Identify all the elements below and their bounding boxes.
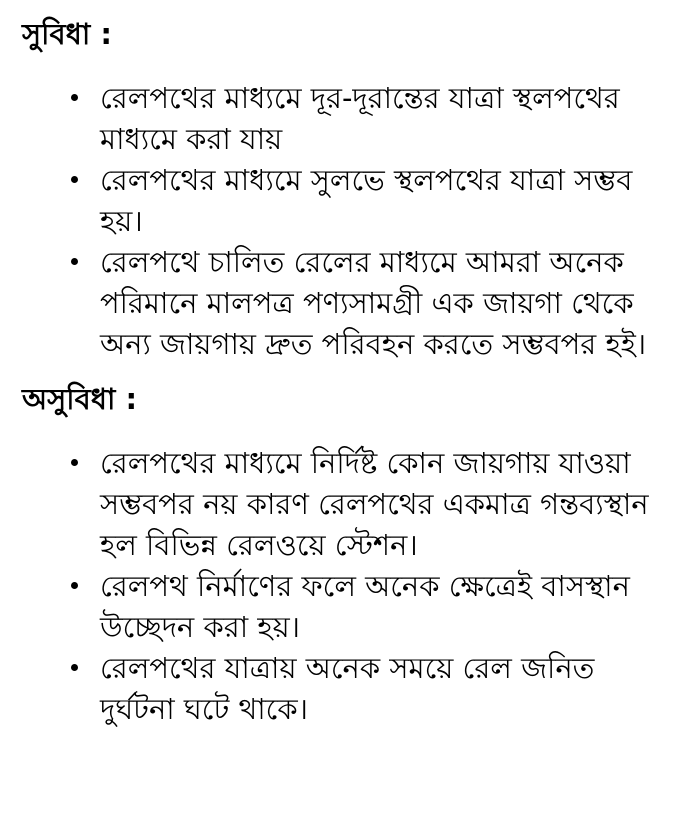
list-item — [100, 78, 670, 160]
list-item-text: রেলপথ নির্মাণের ফলে অনেক ক্ষেত্রেই বাসস্থান উচ্ছেদন করা হয়। — [100, 569, 630, 644]
bullet-icon — [71, 176, 78, 183]
bullet-icon — [71, 582, 78, 589]
list-item — [100, 443, 670, 566]
bullet-icon — [71, 459, 78, 466]
list-item — [100, 160, 670, 242]
bullet-icon — [71, 258, 78, 265]
disadvantages-list — [22, 443, 670, 730]
list-item-text: রেলপথের যাত্রায় অনেক সময়ে রেল জনিত দুর্ঘটনা ঘটে থাকে। — [100, 651, 595, 726]
list-item-text: রেলপথের মাধ্যমে নির্দিষ্ট কোন জায়গায় যাওয়া সম্ভবপর নয় কারণ রেলপথের একমাত্র গন্তব্যস্থান হল বিভিন্ন রেলওয়ে স্টেশন। — [100, 446, 649, 562]
list-item — [100, 242, 670, 365]
bullet-icon — [71, 94, 78, 101]
disadvantages-heading: অসুবিধা : — [22, 382, 138, 416]
list-item — [100, 566, 670, 648]
list-item-text: রেলপথের মাধ্যমে সুলভে স্থলপথের যাত্রা সম্ভব হয়। — [100, 163, 633, 238]
list-item — [100, 648, 670, 730]
list-item-text: রেলপথের মাধ্যমে দূর-দূরান্তের যাত্রা স্থলপথের মাধ্যমে করা যায় — [100, 81, 620, 156]
bullet-icon — [71, 664, 78, 671]
advantages-list — [22, 78, 670, 365]
list-item-text: রেলপথে চালিত রেলের মাধ্যমে আমরা অনেক পরিমানে মালপত্র পণ্যসামগ্রী এক জায়গা থেকে অন্য জায়গায় দ্রুত পরিবহন করতে সম্ভবপর হই। — [100, 245, 647, 361]
advantages-heading: সুবিধা : — [22, 17, 112, 51]
